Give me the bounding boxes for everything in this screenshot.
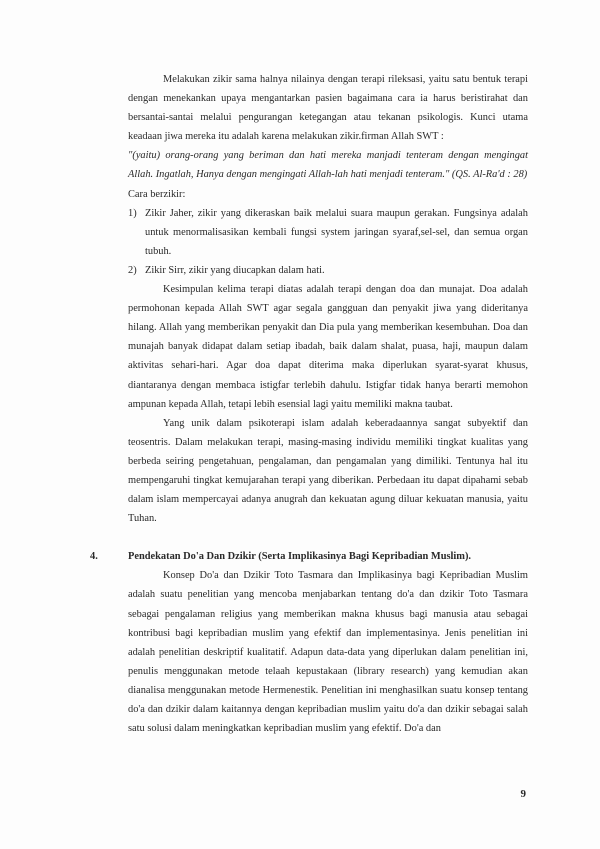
list-item [128,261,528,280]
list-item-number: 2) [128,264,137,276]
cara-berzikir-label: Cara berzikir: [128,188,186,200]
paragraph-kesimpulan: Kesimpulan kelima terapi diatas adalah terapi dengan doa dan munajat. Doa adalah permohonan kepada Allah SWT agar segala gangguan dan penyakit jiwa yang dideritanya hilang. Allah yang memberikan penyakit dan Dia pula yang memberikan kesembuhan. Doa dan munajah banyak didapat dalam setiap ibadah, baik dalam shalat, puasa, haji, maupun dalam aktivitas sehari-hari. Agar doa dapat diterima maka diperlukan syarat-syarat khusus, diantaranya dengan membaca istigfar terlebih dahulu. Istigfar tidak hanya berarti memohon ampunan kepada Allah, tetapi lebih esensial lagi yaitu memiliki makna taubat. [128,284,528,410]
page-number: 9 [520,788,526,800]
paragraph-konsep-doa: Konsep Do'a dan Dzikir Toto Tasmara dan Implikasinya bagi Kepribadian Muslim adalah suatu penelitian yang mencoba menjabarkan tentang do'a dan dzikir Toto Tasmara sebagai pengalaman religius yang memberikan makna khusus bagi manusia atau sebagai kontribusi bagi kepribadian muslim yang efektif dan implementasinya. Jenis penelitian ini adalah penelitian deskriptif kualitatif. Adapun data-data yang diperlukan dalam penelitian ini, penulis menggunakan metode telaah kepustakaan (library research) yang kemudian akan dianalisa menggunakan metode Hermenestik. Penelitian ini menghasilkan suatu konsep tentang do'a dan dzikir dalam kaitannya dengan kepribadian muslim yaitu do'a dan dzikir sebagai salah satu solusi dalam meningkatkan kepribadian muslim yang efektif. Do'a dan [128,570,528,735]
section-gap [90,528,528,547]
section-4-body [128,566,528,738]
section-heading [90,547,528,566]
section-3-conclusion [128,280,528,528]
list-item-number: 1) [128,207,137,219]
section-3-body [128,70,528,204]
section-number: 4. [90,551,98,563]
section-title: Pendekatan Do'a Dan Dzikir (Serta Implikasinya Bagi Kepribadian Muslim). [128,551,472,563]
page-content [90,70,528,738]
paragraph-unik: Yang unik dalam psikoterapi islam adalah keberadaannya sangat subyektif dan teosentris. Dalam melakukan terapi, masing-masing individu memiliki tingkat kualitas yang berbeda seiring pengetahuan, pengalaman, dan pengamalan yang dimiliki. Tentunya hal itu mempengaruhi tingkat kemujarahan terapi yang diberikan. Perbedaan itu dapat dipahami sebab dalam islam mempercayai adanya anugrah dan kekuatan agung diluar kekuatan manusia, yaitu Tuhan. [128,417,528,525]
zikir-list [90,204,528,280]
list-item-text: Zikir Jaher, zikir yang dikeraskan baik melalui suara maupun gerakan. Fungsinya adalah untuk menormalisasikan kembali fungsi system jaringan syaraf,sel-sel, dan semua organ tubuh. [145,207,528,257]
paragraph-zikir-intro: Melakukan zikir sama halnya nilainya dengan terapi rileksasi, yaitu satu bentuk terapi dengan menekankan upaya mengantarkan pasien bagaimana cara ia harus beristirahat dan bersantai-santai melalui pengurangan ketegangan atau tekanan psikologis. Kunci utama keadaan jiwa mereka itu adalah karena melakukan zikir.firman Allah SWT : [128,74,528,143]
quran-quote: "(yaitu) orang-orang yang beriman dan hati mereka manjadi tenteram dengan mengingat Allah. Ingatlah, Hanya dengan mengingati Allah-lah hati menjadi tenteram." (QS. Al-Ra'd : 28) [128,150,528,181]
list-item [128,204,528,261]
list-item-text: Zikir Sirr, zikir yang diucapkan dalam hati. [145,264,325,276]
